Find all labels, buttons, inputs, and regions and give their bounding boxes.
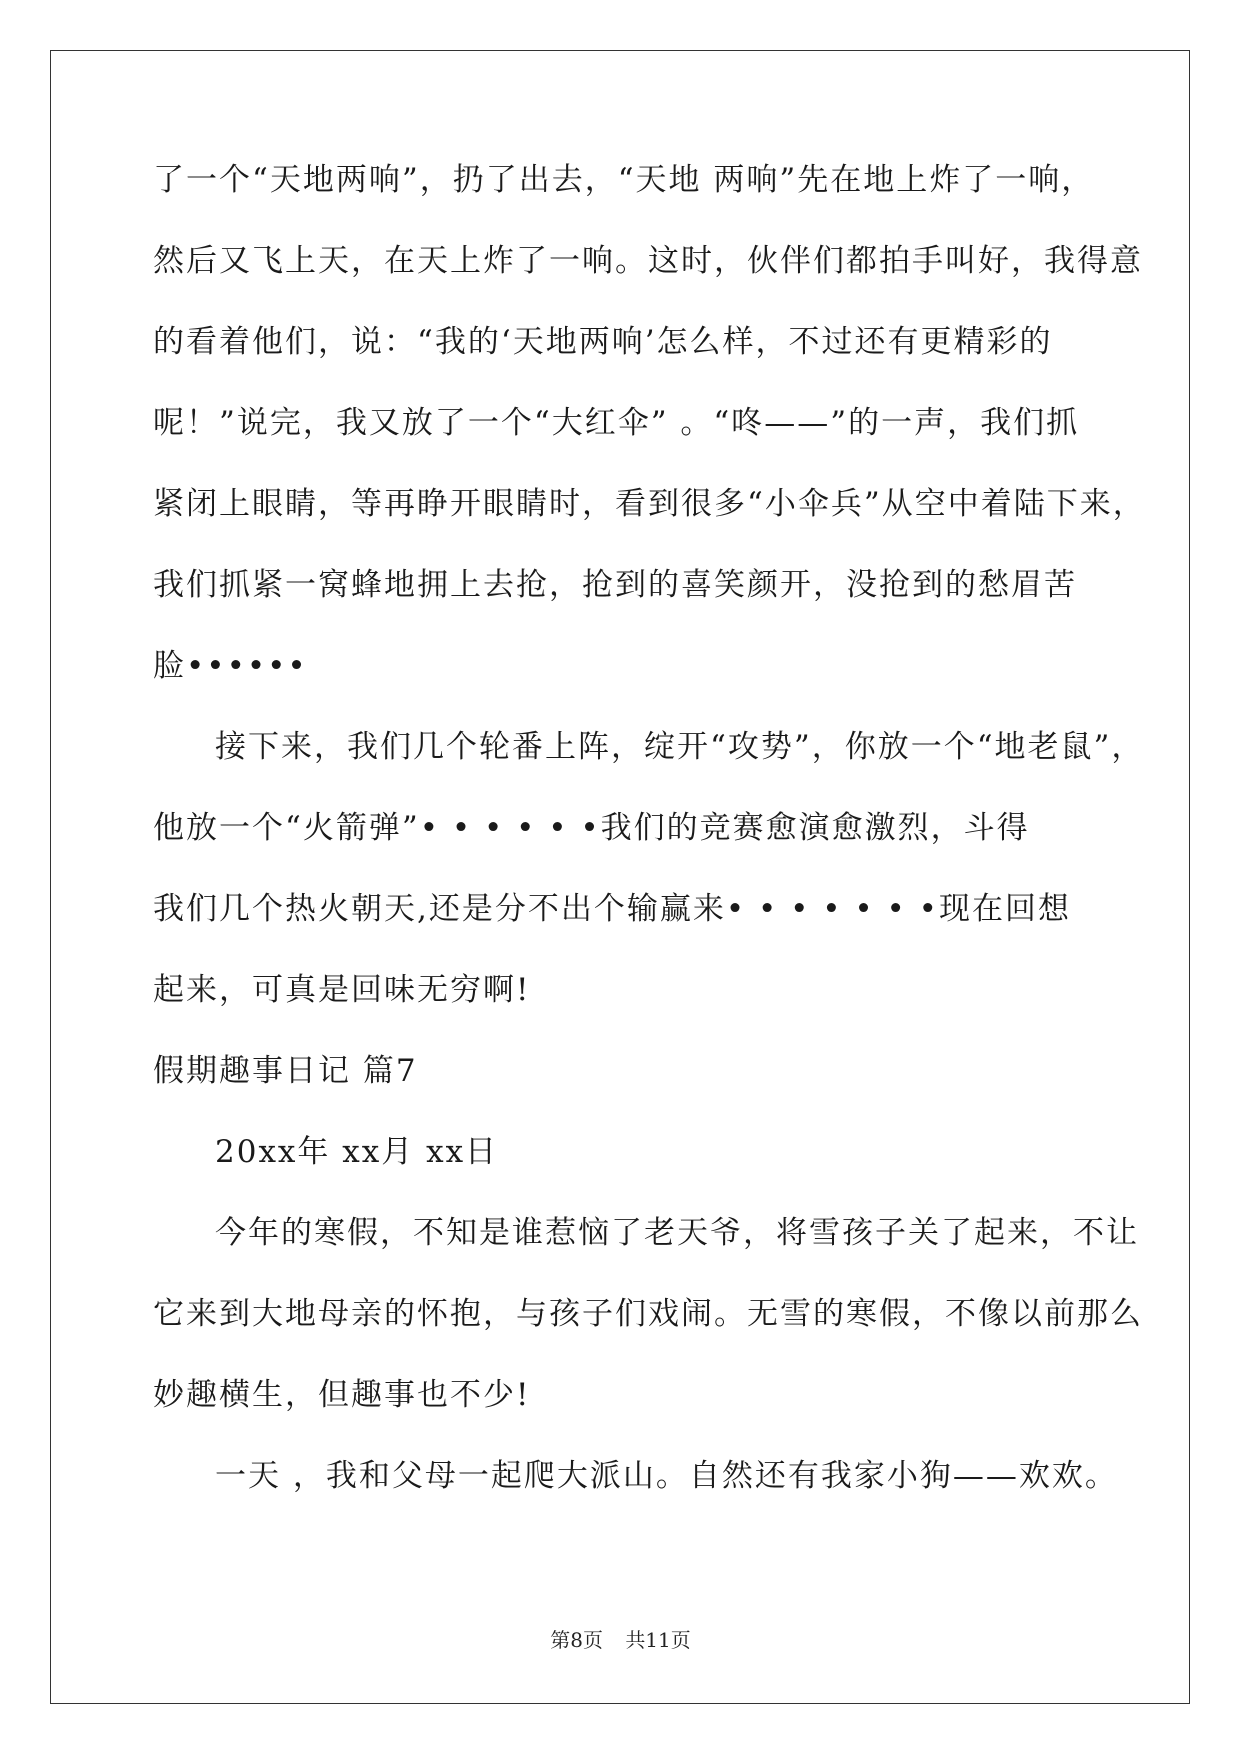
text-line: 呢！”说完，我又放了一个“大红伞” 。“咚——”的一声，我们抓: [153, 405, 1080, 441]
text-line: 我们抓紧一窝蜂地拥上去抢，抢到的喜笑颜开，没抢到的愁眉苦: [153, 567, 1077, 603]
text-line: 然后又飞上天，在天上炸了一响。这时，伙伴们都拍手叫好，我得意: [153, 243, 1143, 279]
text-line: 一天 ，我和父母一起爬大派山。自然还有我家小狗——欢欢。: [215, 1458, 1118, 1494]
page-number: 第8页: [550, 1628, 603, 1652]
text-line: 起来，可真是回味无穷啊!: [153, 972, 531, 1008]
text-line: 假期趣事日记 篇7: [153, 1053, 418, 1089]
document-body: [153, 140, 1146, 1517]
page-footer: [0, 1624, 1241, 1653]
text-line: 接下来，我们几个轮番上阵，绽开“攻势”，你放一个“地老鼠”，: [215, 729, 1145, 765]
text-line: 妙趣横生，但趣事也不少!: [153, 1377, 531, 1413]
text-line: 的看着他们，说：“我的‘天地两响’怎么样，不过还有更精彩的: [153, 324, 1053, 360]
text-line: 我们几个热火朝天,还是分不出个输赢来• • • • • • •现在回想: [153, 891, 1071, 927]
text-line: 他放一个“火箭弹”• • • • • •我们的竞赛愈演愈激烈，斗得: [153, 810, 1030, 846]
text-line: 20xx年 xx月 xx日: [215, 1134, 499, 1170]
page-total: 共11页: [625, 1628, 691, 1652]
text-line: 紧闭上眼睛，等再睁开眼睛时，看到很多“小伞兵”从空中着陆下来，: [153, 486, 1146, 522]
text-line: 今年的寒假，不知是谁惹恼了老天爷，将雪孩子关了起来，不让: [215, 1215, 1139, 1251]
text-line: 脸••••••: [153, 648, 308, 684]
text-line: 它来到大地母亲的怀抱，与孩子们戏闹。无雪的寒假，不像以前那么: [153, 1296, 1143, 1332]
text-line: 了一个“天地两响”，扔了出去，“天地 两响”先在地上炸了一响，: [153, 162, 1095, 198]
